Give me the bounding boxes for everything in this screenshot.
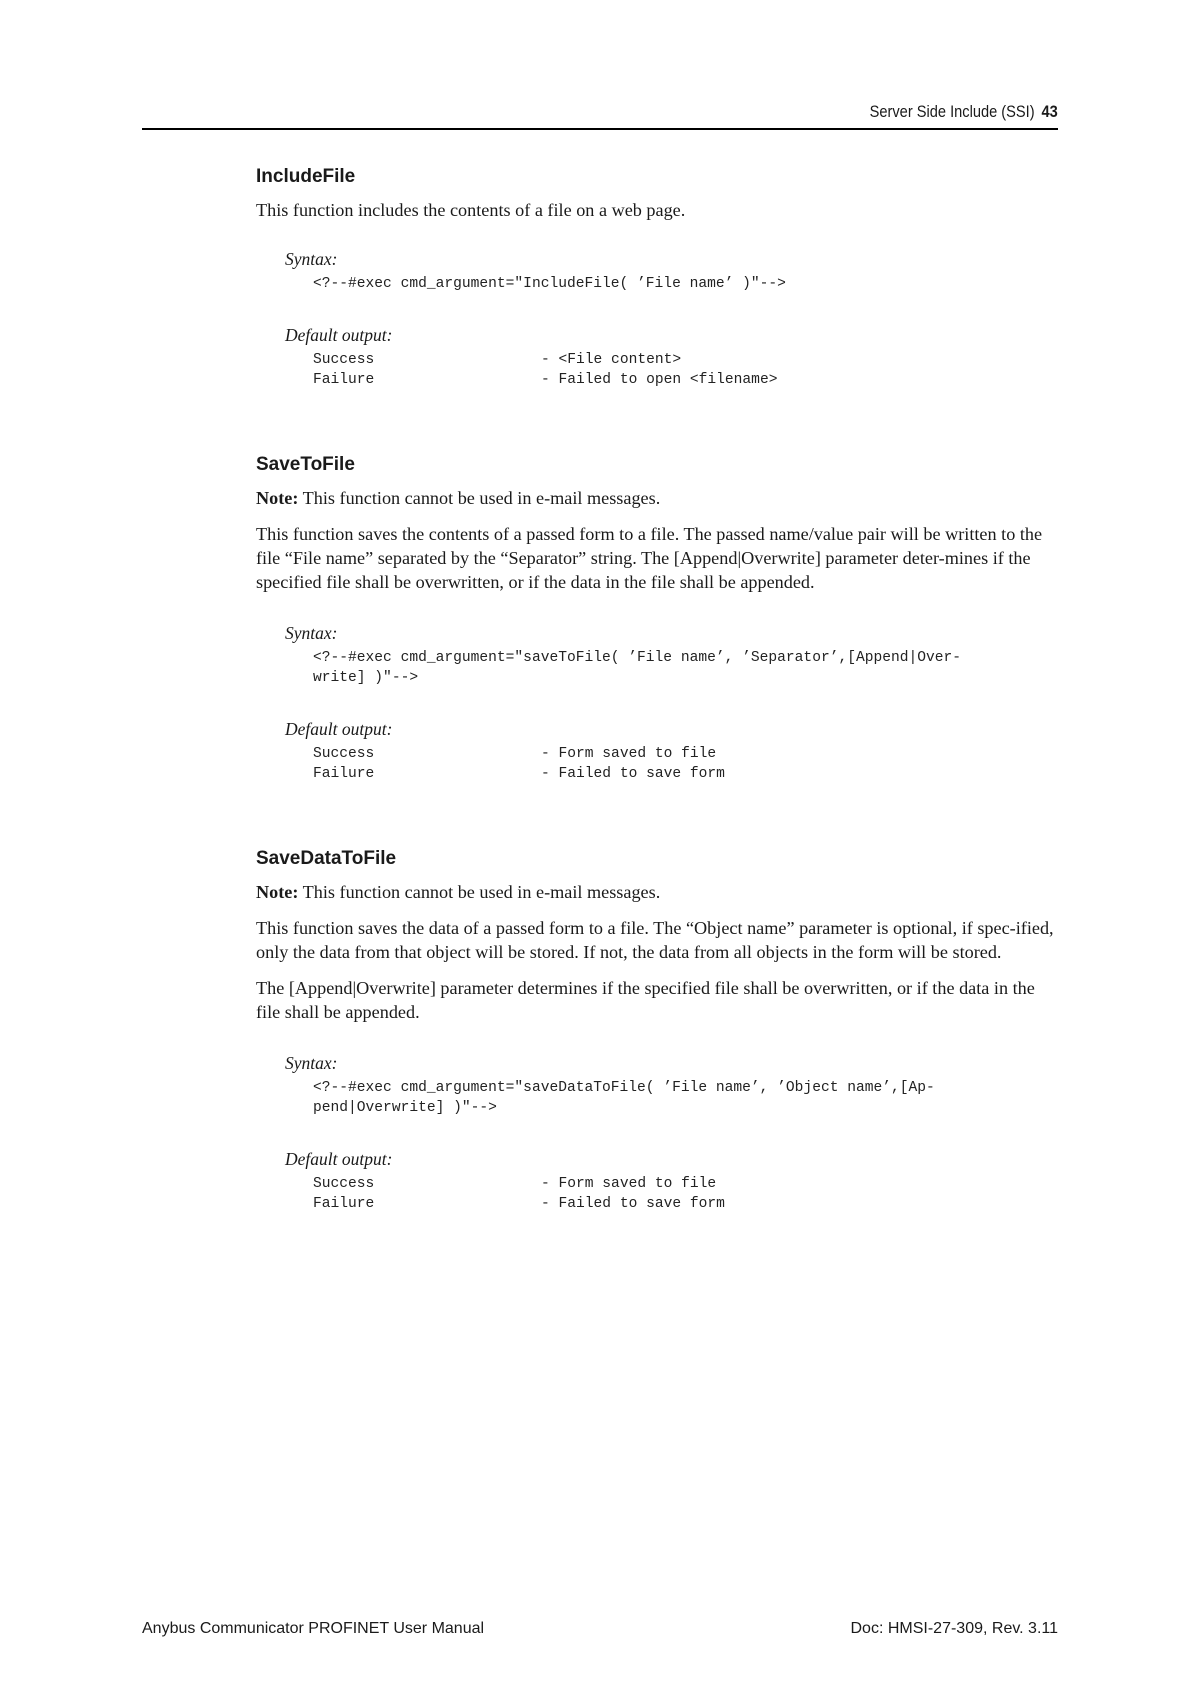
- output-value: - Failed to save form: [541, 1196, 725, 1212]
- section-heading-includefile: IncludeFile: [256, 166, 356, 187]
- note-text: This function cannot be used in e-mail messages.: [298, 882, 661, 902]
- note-label: Note:: [256, 882, 299, 902]
- header-title: Server Side Include (SSI): [869, 102, 1035, 121]
- output-row-failure: [313, 1194, 1056, 1214]
- includefile-output-label: Default output:: [285, 325, 393, 345]
- output-row-success: [313, 350, 1056, 370]
- output-key: Success: [313, 1176, 375, 1192]
- section-heading-savedatatofile: SaveDataToFile: [256, 848, 397, 869]
- savetofile-output-table: [313, 744, 1056, 784]
- output-key: Failure: [313, 372, 375, 388]
- footer-doc-id: Doc: HMSI-27-309, Rev. 3.11: [850, 1620, 1058, 1637]
- output-value: - Failed to save form: [541, 766, 725, 782]
- output-key: Failure: [313, 766, 375, 782]
- savedatatofile-note: [256, 880, 1056, 904]
- savedatatofile-syntax-line1: <?--#exec cmd_argument="saveDataToFile( ’File name’, ’Object name’,[Ap-: [313, 1080, 935, 1096]
- page-number: 43: [1041, 102, 1058, 121]
- savetofile-output-label: Default output:: [285, 719, 393, 739]
- page-header: [142, 100, 1058, 130]
- savetofile-note: [256, 486, 1056, 510]
- note-text: This function cannot be used in e-mail messages.: [298, 488, 661, 508]
- output-row-success: [313, 744, 1056, 764]
- savedatatofile-output-table: [313, 1174, 1056, 1214]
- savetofile-syntax-line1: <?--#exec cmd_argument="saveToFile( ’File name’, ’Separator’,[Append|Over-: [313, 650, 962, 666]
- savedatatofile-output-label: Default output:: [285, 1149, 393, 1169]
- savedatatofile-syntax-label: Syntax:: [285, 1053, 338, 1073]
- includefile-syntax-label: Syntax:: [285, 249, 338, 269]
- includefile-syntax-code: <?--#exec cmd_argument="IncludeFile( ’File name’ )"-->: [313, 276, 786, 292]
- output-key: Failure: [313, 1196, 375, 1212]
- savedatatofile-description-2: The [Append|Overwrite] parameter determines if the specified file shall be overwritten, or if the data in the file shall be appended.: [256, 978, 1035, 1022]
- output-value: - Form saved to file: [541, 746, 717, 762]
- output-row-success: [313, 1174, 1056, 1194]
- savedatatofile-description-1: This function saves the data of a passed form to a file. The “Object name” parameter is optional, if spec-ified, only the data from that object will be stored. If not, the data from all objects in the form will be stored.: [256, 918, 1054, 962]
- output-row-failure: [313, 370, 1056, 390]
- output-value: - <File content>: [541, 352, 682, 368]
- includefile-output-table: [313, 350, 1056, 390]
- output-key: Success: [313, 746, 375, 762]
- output-value: - Failed to open <filename>: [541, 372, 778, 388]
- output-key: Success: [313, 352, 375, 368]
- includefile-description: This function includes the contents of a file on a web page.: [256, 200, 686, 220]
- savetofile-syntax-line2: write] )"-->: [313, 670, 419, 686]
- savetofile-syntax-label: Syntax:: [285, 623, 338, 643]
- note-label: Note:: [256, 488, 299, 508]
- output-value: - Form saved to file: [541, 1176, 717, 1192]
- footer-manual-title: Anybus Communicator PROFINET User Manual: [142, 1620, 485, 1637]
- output-row-failure: [313, 764, 1056, 784]
- savetofile-description: This function saves the contents of a passed form to a file. The passed name/value pair will be written to the file “File name” separated by the “Separator” string. The [Append|Overwrite] parameter deter-mines if the specified file shall be overwritten, or if the data in the file shall be appended.: [256, 524, 1043, 592]
- section-heading-savetofile: SaveToFile: [256, 454, 355, 475]
- header-text: [870, 102, 1058, 122]
- page-content: [256, 160, 1056, 1214]
- savedatatofile-syntax-line2: pend|Overwrite] )"-->: [313, 1100, 497, 1116]
